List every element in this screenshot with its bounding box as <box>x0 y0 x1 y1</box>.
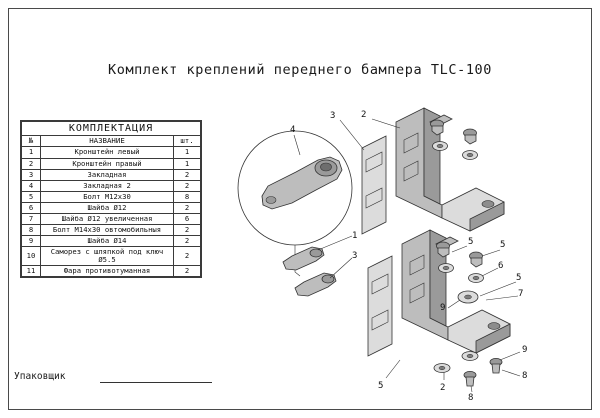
row-name: Закладная <box>41 169 174 180</box>
callout-3-upper: 3 <box>330 111 336 121</box>
row-name: Кронштейн правый <box>41 158 174 169</box>
row-name: Шайба Ø12 увеличенная <box>41 213 174 224</box>
row-number: 11 <box>22 266 41 277</box>
row-name: Шайба Ø12 <box>41 202 174 213</box>
row-number: 9 <box>22 235 41 246</box>
callout-5-d: 5 <box>378 381 384 391</box>
callout-5-a: 5 <box>468 237 474 247</box>
row-name: Закладная 2 <box>41 180 174 191</box>
table-caption: КОМПЛЕКТАЦИЯ <box>22 122 201 136</box>
row-name: Саморез с шляпкой под ключ Ø5.5 <box>41 247 174 266</box>
row-number: 5 <box>22 191 41 202</box>
detail-part-4-shape <box>262 157 342 209</box>
callout-6: 6 <box>498 261 504 271</box>
callout-8-b: 8 <box>522 371 528 381</box>
row-name: Шайба Ø14 <box>41 235 174 246</box>
column-header-number: № <box>22 136 41 147</box>
row-number: 2 <box>22 158 41 169</box>
row-qty: 1 <box>174 158 201 169</box>
callout-5-b: 5 <box>500 240 506 250</box>
callout-8-a: 8 <box>468 393 474 403</box>
row-qty: 2 <box>174 224 201 235</box>
callout-4: 4 <box>290 125 296 135</box>
packer-label: Упаковщик <box>14 371 66 382</box>
callout-5-c: 5 <box>516 273 522 283</box>
callout-2-lower: 2 <box>440 383 446 393</box>
row-number: 4 <box>22 180 41 191</box>
small-parts-group <box>283 247 336 296</box>
column-header-qty: шт. <box>174 136 201 147</box>
row-name: Кронштейн левый <box>41 147 174 158</box>
row-number: 7 <box>22 213 41 224</box>
row-qty: 2 <box>174 180 201 191</box>
row-number: 3 <box>22 169 41 180</box>
callout-2-upper: 2 <box>361 110 367 120</box>
callout-3-mid: 3 <box>352 251 358 261</box>
row-number: 10 <box>22 247 41 266</box>
row-name: Болт М14х30 овтомобильныя <box>41 224 174 235</box>
page-title: Комплект креплений переднего бампера TLC-100 <box>107 62 493 78</box>
row-name: Болт М12х30 <box>41 191 174 202</box>
row-qty: 2 <box>174 169 201 180</box>
row-qty: 6 <box>174 213 201 224</box>
row-qty: 2 <box>174 247 201 266</box>
row-number: 8 <box>22 224 41 235</box>
row-qty: 2 <box>174 266 201 277</box>
row-number: 6 <box>22 202 41 213</box>
row-number: 1 <box>22 147 41 158</box>
row-qty: 2 <box>174 202 201 213</box>
callout-7: 7 <box>518 289 524 299</box>
row-qty: 8 <box>174 191 201 202</box>
callout-9-mid: 9 <box>440 303 446 313</box>
callout-9-lower: 9 <box>522 345 528 355</box>
column-header-name: НАЗВАНИЕ <box>41 136 174 147</box>
row-qty: 2 <box>174 235 201 246</box>
row-qty: 1 <box>174 147 201 158</box>
row-name: Фара противотуманная <box>41 266 174 277</box>
callout-1: 1 <box>352 231 358 241</box>
